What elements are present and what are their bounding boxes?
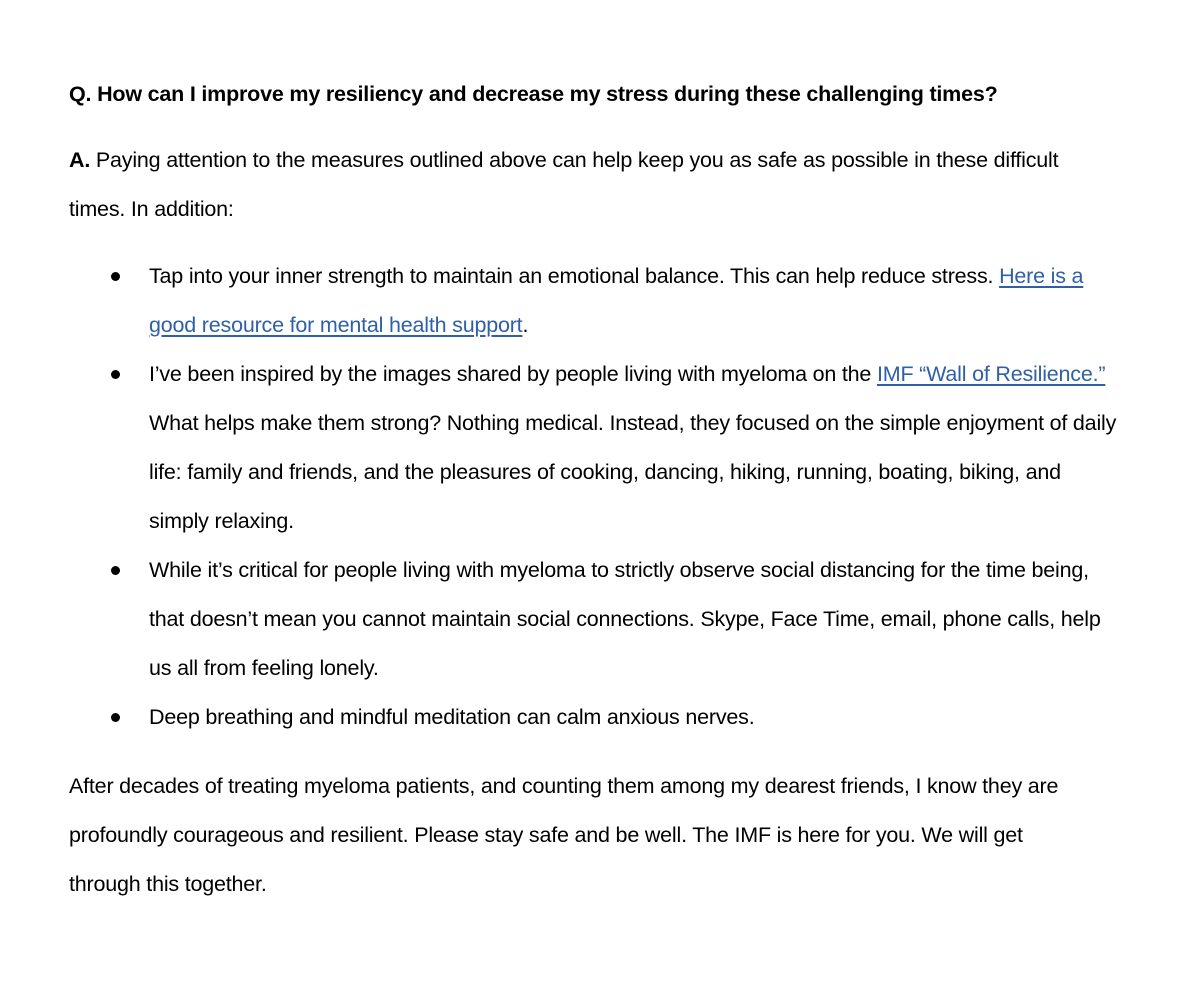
list-item-text-end: What helps make them strong? Nothing medical. Instead, they focused on the simple enjoyment of daily life: family and friends, and the pleasures of cooking, dancing, hiking, running, boating, biking, and simply relaxing.: [149, 411, 1117, 533]
answer-paragraph: [69, 136, 1069, 234]
list-item-text: While it’s critical for people living with myeloma to strictly observe social distancing for the time being, that doesn’t mean you cannot maintain social connections. Skype, Face Time, email, phone calls, help us all from feeling lonely.: [149, 558, 1101, 680]
mental-health-resource-link[interactable]: Here is a good resource for mental health support: [149, 264, 1084, 337]
closing-paragraph: After decades of treating myeloma patients, and counting them among my dearest friends, I know they are profoundly courageous and resilient. Please stay safe and be well. The IMF is here for you. We will get through this together.: [69, 774, 1059, 896]
bullet-icon: [111, 566, 120, 575]
list-item-text: Deep breathing and mindful meditation can calm anxious nerves.: [149, 705, 755, 729]
wall-of-resilience-link[interactable]: IMF “Wall of Resilience.”: [876, 362, 1106, 386]
answer-prefix: A.: [69, 148, 91, 172]
answer-text: Paying attention to the measures outlined above can help keep you as safe as possible in these difficult times. In addition:: [69, 148, 1059, 221]
list-item-text: Tap into your inner strength to maintain an emotional balance. This can help reduce stress.: [149, 264, 1000, 288]
bullet-icon: [111, 713, 120, 722]
list-item: [69, 252, 1119, 350]
tips-list: [69, 252, 1119, 742]
bullet-icon: [111, 272, 120, 281]
list-item: [69, 350, 1119, 546]
list-item-text: I’ve been inspired by the images shared by people living with myeloma on the: [149, 362, 877, 386]
list-item-text-end: .: [522, 313, 529, 337]
list-item: [69, 693, 1119, 742]
bullet-icon: [111, 370, 120, 379]
list-item: [69, 546, 1119, 693]
question-heading: Q. How can I improve my resiliency and decrease my stress during these challenging times?: [69, 82, 998, 106]
